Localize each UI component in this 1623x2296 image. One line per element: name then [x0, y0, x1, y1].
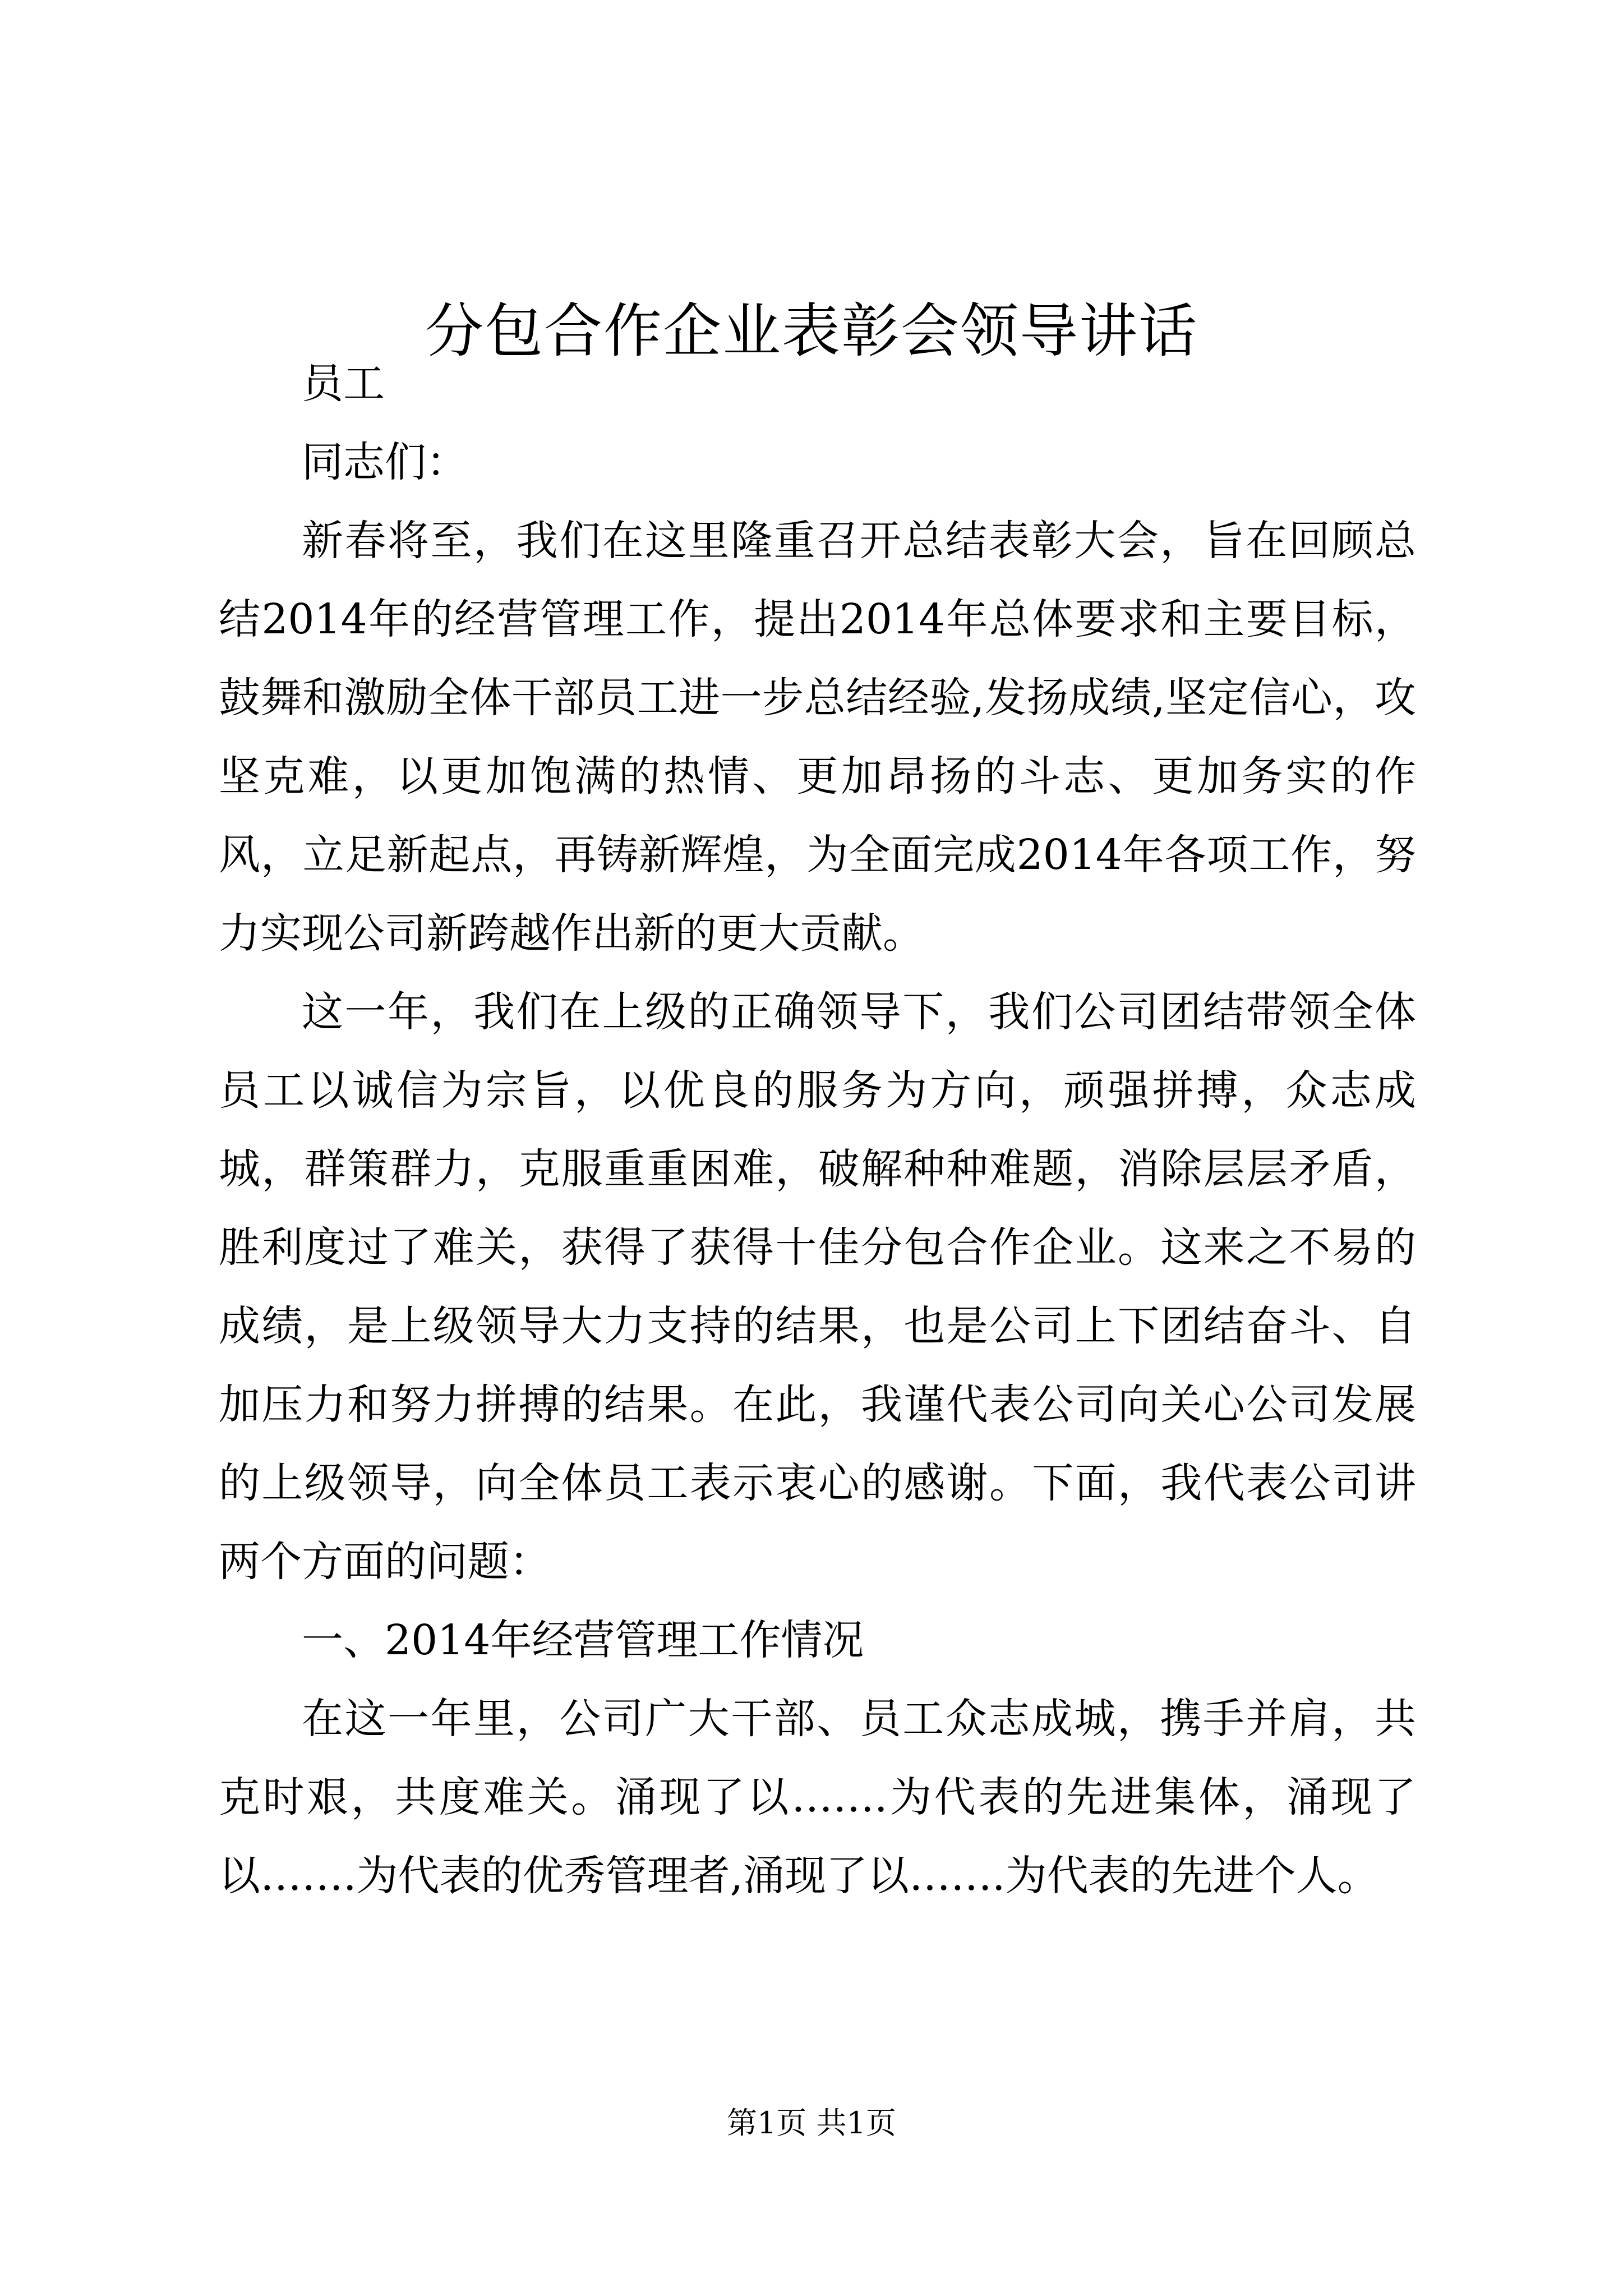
paragraph-review: 这一年，我们在上级的正确领导下，我们公司团结带领全体员工以诚信为宗旨，以优良的服务为方向，顽强拼搏，众志成城，群策群力，克服重重困难，破解种种难题，消除层层矛盾，胜利度过了难关，获得了获得十佳分包合作企业。这来之不易的成绩，是上级领导大力支持的结果，也是公司上下团结奋斗、自加压力和努力拼搏的结果。在此，我谨代表公司向关心公司发展的上级领导，向全体员工表示衷心的感谢。下面，我代表公司讲两个方面的问题：: [219, 988, 1416, 1586]
document-title: 分包合作企业表彰会领导讲话: [425, 297, 1198, 365]
document-body: [219, 344, 1416, 1915]
section-heading-1: 一、2014年经营管理工作情况: [302, 1616, 864, 1664]
paragraph-section-1: 在这一年里，公司广大干部、员工众志成城，携手并肩，共克时艰，共度难关。涌现了以…….为代表的先进集体，涌现了以…….为代表的优秀管理者,涌现了以…….为代表的先进个人。: [219, 1695, 1416, 1900]
paragraph-opening: 新春将至，我们在这里隆重召开总结表彰大会，旨在回顾总结2014年的经营管理工作，提出2014年总体要求和主要目标，鼓舞和激励全体干部员工进一步总结经验,发扬成绩,坚定信心，攻坚克难，以更加饱满的热情、更加昂扬的斗志、更加务实的作风，立足新起点，再铸新辉煌，为全面完成2014年各项工作，努力实现公司新跨越作出新的更大贡献。: [219, 517, 1416, 958]
paragraph-salutation-comrades: 同志们：: [302, 438, 468, 486]
page-footer: 第1页 共1页: [727, 2105, 896, 2141]
paragraph-salutation-staff: 员工: [302, 360, 385, 408]
